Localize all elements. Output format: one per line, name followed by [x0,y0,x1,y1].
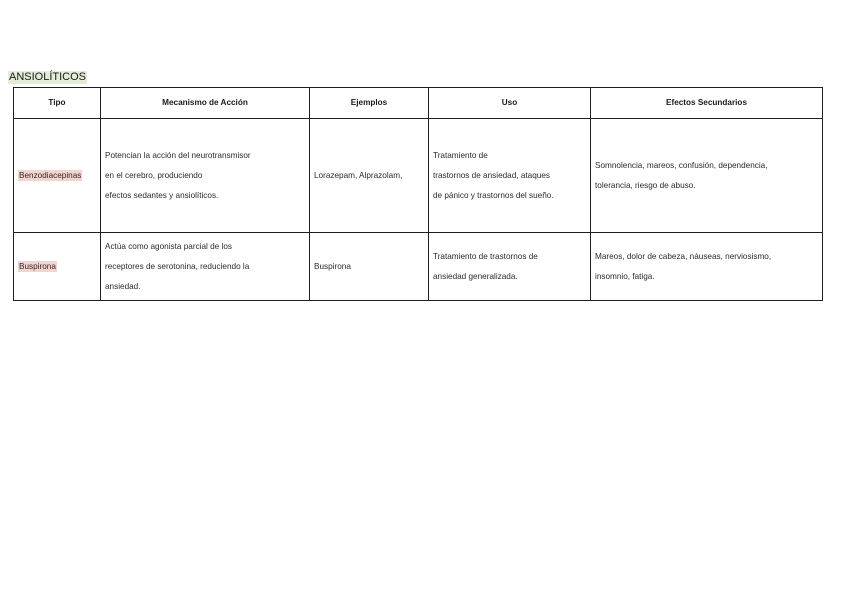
header-efectos: Efectos Secundarios [591,88,823,119]
mecanismo-line: efectos sedantes y ansiolíticos. [105,190,219,200]
document-title: ANSIOLÍTICOS [9,71,87,83]
header-mecanismo: Mecanismo de Acción [101,88,310,119]
header-tipo: Tipo [14,88,101,119]
table-header-row [14,88,823,119]
cell-ejemplos [310,119,429,233]
mecanismo-line: Actúa como agonista parcial de los [105,241,232,251]
mecanismo-line: Potencian la acción del neurotransmisor [105,150,251,160]
mecanismo-line: en el cerebro, produciendo [105,170,203,180]
mecanismo-line: receptores de serotonina, reduciendo la [105,261,250,271]
anxiolytics-table [13,87,823,301]
uso-line: Tratamiento de [433,150,488,160]
header-ejemplos: Ejemplos [310,88,429,119]
mecanismo-line: ansiedad. [105,281,141,291]
efectos-line: tolerancia, riesgo de abuso. [595,180,696,190]
efectos-line: Somnolencia, mareos, confusión, dependencia, [595,160,768,170]
table-row [14,119,823,233]
tipo-label: Benzodiacepinas [19,170,82,180]
efectos-line: Mareos, dolor de cabeza, náuseas, nerviosismo, [595,251,772,261]
cell-tipo [14,233,101,301]
ejemplos-line: Lorazepam, Alprazolam, [314,170,403,180]
cell-uso [429,233,591,301]
ejemplos-line: Buspirona [314,261,351,271]
cell-efectos [591,119,823,233]
efectos-line: insomnio, fatiga. [595,271,655,281]
cell-efectos [591,233,823,301]
uso-line: Tratamiento de trastornos de [433,251,538,261]
header-uso: Uso [429,88,591,119]
table-row [14,233,823,301]
cell-uso [429,119,591,233]
cell-mecanismo [101,119,310,233]
uso-line: trastornos de ansiedad, ataques [433,170,550,180]
cell-ejemplos [310,233,429,301]
cell-tipo [14,119,101,233]
uso-line: ansiedad generalizada. [433,271,518,281]
tipo-label: Buspirona [19,261,56,271]
cell-mecanismo [101,233,310,301]
uso-line: de pánico y trastornos del sueño. [433,190,554,200]
